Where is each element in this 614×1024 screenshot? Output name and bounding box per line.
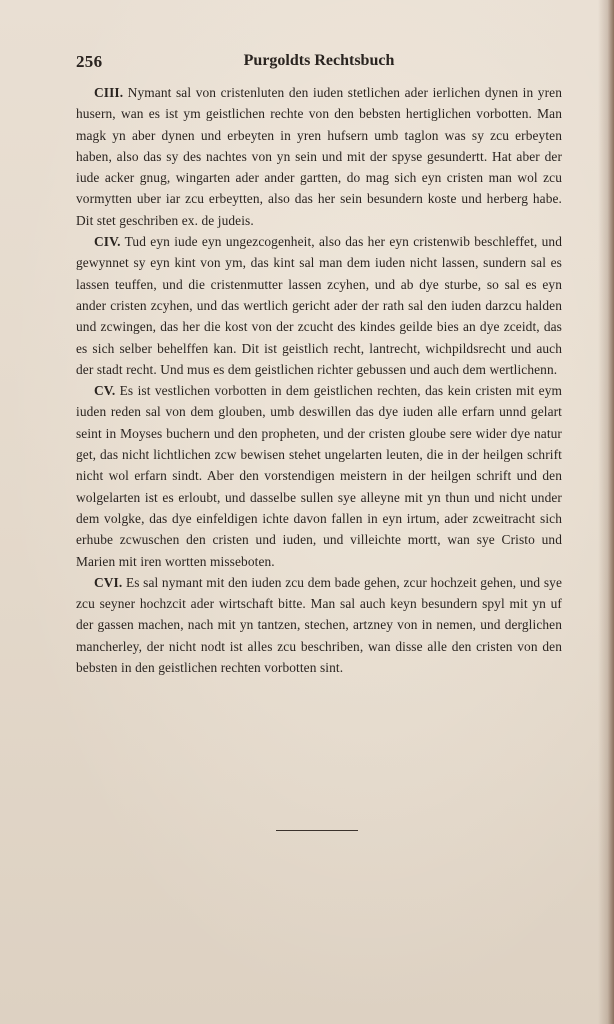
paragraph-text: Nymant sal von cristenluten den iuden stetlichen ader ierlichen dynen in yren husern, wan es ist ym geistlichen rechte von den bebsten hertiglichen vorbotten. Man magk yn aber dynen und erbeyten in yren hufsern umb taglon was sy zcu erbeyten haben, also das sy des nachtes von yn sein und mit der spyse gesundertt. Hat aber der iude acker gnug, wingarten ader ander gartten, do mag sich eyn cristen man wol zcu vormytten uber iar zcu erbeytten, also das her sein besundern koste und herberg habe. Dit stet geschriben ex. de judeis. [76, 85, 562, 228]
section-separator-rule [276, 830, 358, 831]
paragraph-number: CV. [94, 383, 116, 399]
paragraph-civ [76, 231, 562, 380]
paragraph-number: CIV. [94, 234, 121, 250]
paragraph-cv [76, 380, 562, 572]
page-edge-shadow [598, 0, 614, 1024]
page-number: 256 [76, 52, 103, 71]
body-text [76, 82, 562, 678]
page-header [76, 52, 562, 74]
paragraph-ciii [76, 82, 562, 231]
paragraph-number: CIII. [94, 85, 124, 100]
paragraph-text: Es ist vestlichen vorbotten in dem geistlichen rechten, das kein cristen mit eym iuden reden sal von dem glouben, umb deswillen das dye iuden alle erfarn unnd gelart seint in Moyses buchern und den propheten, und der cristen gloube sere wider dye natur get, das nicht lichtlichen zcw bewisen stehet ungelarten leuten, die in der heilgen schrift nicht wol erfarn sindt. Aber den vorstendigen meistern in der heilgen schrift und den wolgelarten ist es erloubt, und dasselbe sullen sye alleyne mit yn thun und nicht under dem volgke, das dye einfeldigen ichte davon fallen in eyn irtum, ader zcweitracht sich erhube zcwuschen den cristen und iuden, und villeichte mortt, wan sye Cristo und Marien mit iren wortten misseboten. [76, 383, 562, 569]
paragraph-number: CVI. [94, 574, 123, 590]
running-title: Purgoldts Rechtsbuch [243, 52, 395, 69]
paragraph-cvi [76, 572, 562, 678]
paragraph-text: Tud eyn iude eyn ungezcogenheit, also das her eyn cristenwib beschleffet, und gewynnet sy eyn kint von ym, das kint sal man dem iuden nicht lassen, sundern sal es lassen teuffen, und die cristenmutter lassen zcyhen, und ab dye sturbe, so sal es eyn ander cristen zcyhen, und das wertlich gericht ader der rath sal den iuden darzcu halden und zcwingen, das her die kost von der zcucht des kindes geilde bies an dye zceidt, das es sich selber behelffen kan. Dit ist geistlich recht, lantrecht, wichpildsrecht und auch der stadt recht. Und mus es dem geistlichen richter gebussen und auch dem wertlichenn. [76, 234, 562, 377]
paragraph-text: Es sal nymant mit den iuden zcu dem bade gehen, zcur hochzeit gehen, und sye zcu seyner hochzcit ader wirtschaft bitte. Man sal auch keyn besundern spyl mit yn uf der gassen machen, nach mit yn tantzen, stechen, artzney von in nemen, und derglichen mancherley, der nicht nodt ist alles zcu beschriben, wan disse alle den cristen von den bebsten in den geistlichen rechten vorbotten sint. [76, 574, 562, 676]
